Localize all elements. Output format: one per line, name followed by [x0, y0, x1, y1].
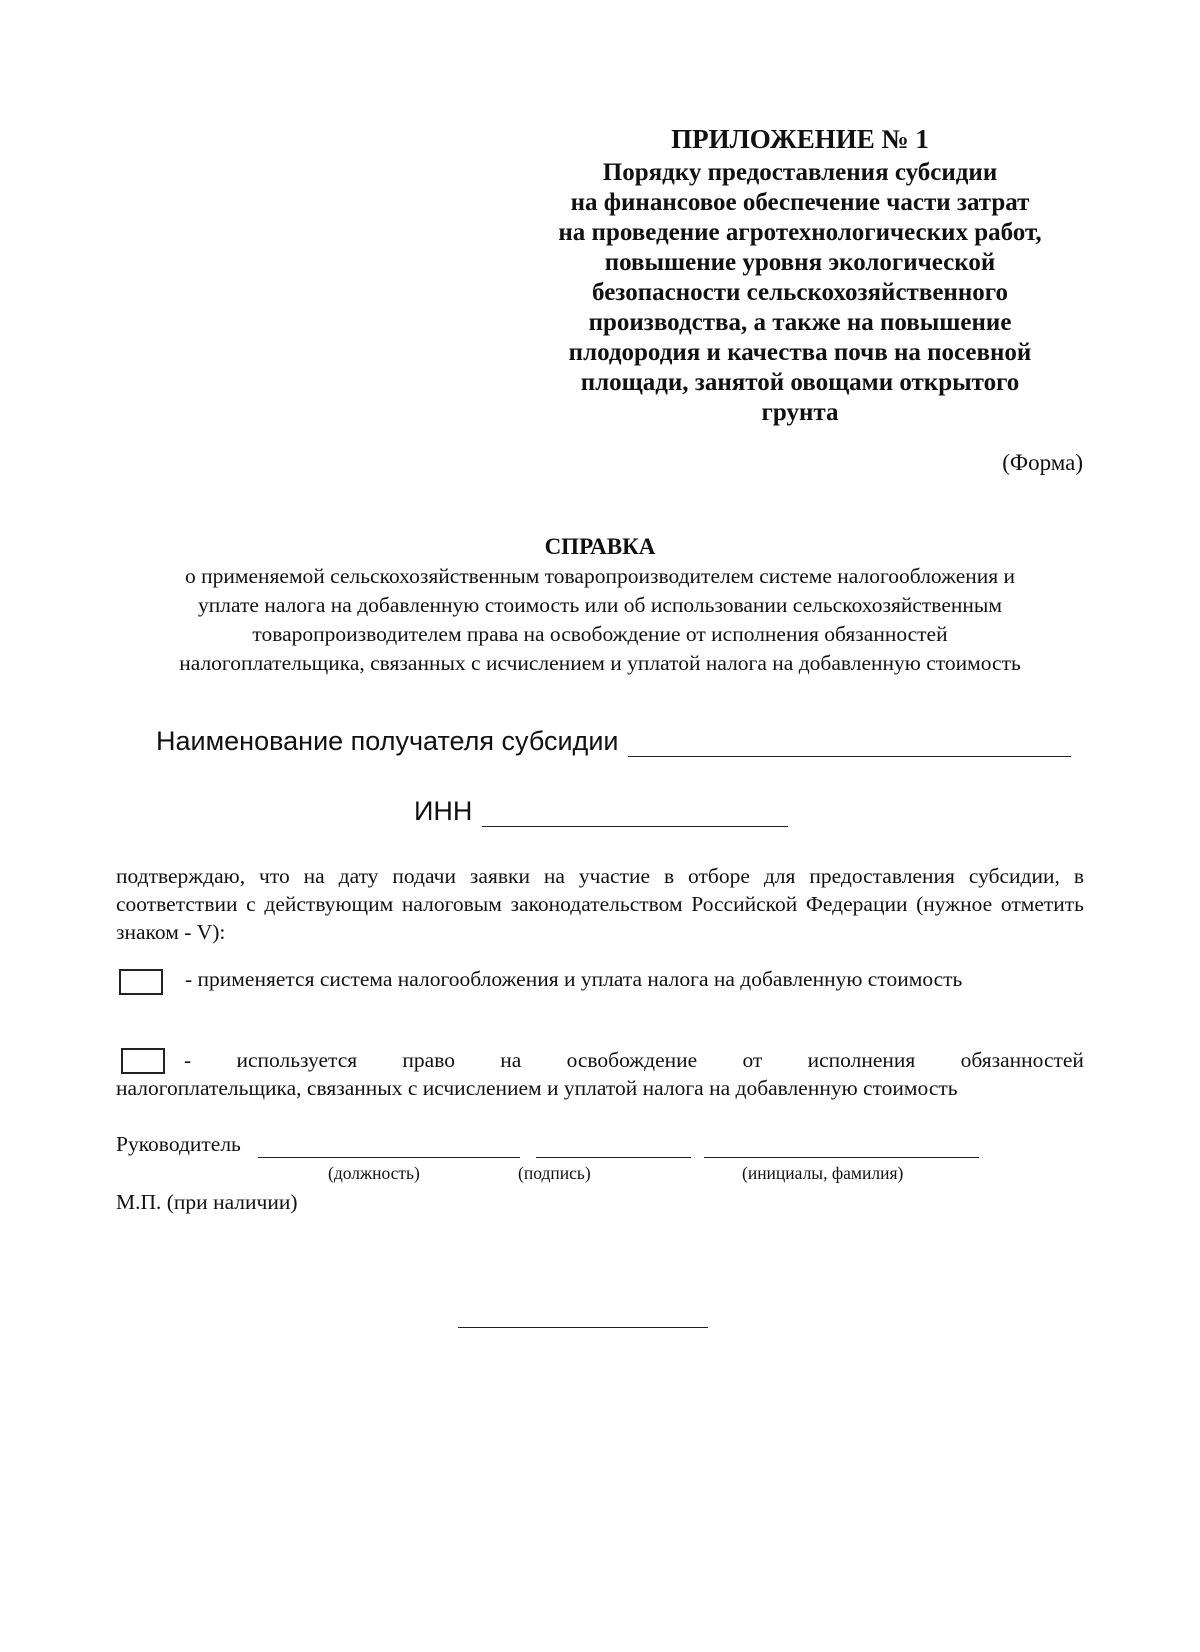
signature-caption: (подпись)	[518, 1163, 591, 1183]
inn-field-row	[414, 796, 788, 827]
signature-line[interactable]	[536, 1157, 691, 1158]
appendix-line: на финансовое обеспечение части затрат	[570, 189, 1030, 216]
option-word: право	[402, 1048, 455, 1072]
document-subtitle	[80, 562, 1120, 678]
form-mark: (Форма)	[1002, 450, 1083, 475]
inn-label: ИНН	[414, 796, 473, 826]
footer-divider	[458, 1327, 708, 1328]
option-vat-checkbox[interactable]	[119, 969, 163, 995]
appendix-line: площади, занятой овощами открытого	[580, 369, 1020, 396]
position-signature-line[interactable]	[258, 1157, 520, 1158]
appendix-line: грунта	[761, 399, 839, 426]
appendix-line: плодородия и качества почв на посевной	[568, 339, 1032, 366]
option-word: на	[500, 1048, 522, 1072]
subtitle-line: уплате налога на добавленную стоимость или об использовании сельскохозяйственным	[198, 593, 1002, 617]
subtitle-line: о применяемой сельскохозяйственным товаропроизводителем системе налогообложения и	[184, 564, 1016, 588]
appendix-line: производства, а также на повышение	[588, 309, 1012, 336]
option-word: используется	[236, 1048, 358, 1072]
option-word: от	[742, 1048, 763, 1072]
name-caption: (инициалы, фамилия)	[742, 1163, 904, 1183]
appendix-line: на проведение агротехнологических работ,	[558, 219, 1042, 246]
document-title: СПРАВКА	[544, 534, 656, 559]
option-word: исполнения	[807, 1048, 916, 1072]
name-signature-line[interactable]	[704, 1157, 979, 1158]
recipient-field-row	[156, 726, 1071, 757]
appendix-line: безопасности сельскохозяйственного	[592, 279, 1008, 306]
option-word: освобождение	[566, 1048, 698, 1072]
inn-input[interactable]	[482, 802, 788, 827]
option-exemption-second-line: налогоплательщика, связанных с исчислением и уплатой налога на добавленную стоимость	[116, 1076, 958, 1100]
appendix-line: Порядку предоставления субсидии	[602, 159, 998, 186]
option-exemption-first-line	[116, 1046, 1084, 1074]
appendix-title: ПРИЛОЖЕНИЕ № 1	[671, 124, 929, 154]
signature-label: Руководитель	[116, 1132, 241, 1156]
option-word: -	[184, 1048, 192, 1072]
recipient-input[interactable]	[628, 732, 1071, 757]
subtitle-line: налогоплательщика, связанных с исчислением и уплатой налога на добавленную стоимость	[179, 651, 1021, 675]
stamp-label: М.П. (при наличии)	[116, 1190, 298, 1214]
position-caption: (должность)	[328, 1163, 420, 1183]
option-exemption-text	[116, 1046, 1084, 1102]
appendix-line: повышение уровня экологической	[604, 249, 996, 276]
subtitle-line: товаропроизводителем права на освобождение от исполнения обязанностей	[252, 622, 948, 646]
confirmation-paragraph: подтверждаю, что на дату подачи заявки на участие в отборе для предоставления субсидии, в соответствии с действующим налоговым законодательством Российской Федерации (нужное отметить знаком - V):	[116, 864, 1084, 944]
option-word: обязанностей	[960, 1048, 1084, 1072]
appendix-header	[520, 122, 1080, 428]
option-vat-text: - применяется система налогообложения и уплата налога на добавленную стоимость	[185, 967, 963, 991]
recipient-label: Наименование получателя субсидии	[156, 726, 619, 756]
